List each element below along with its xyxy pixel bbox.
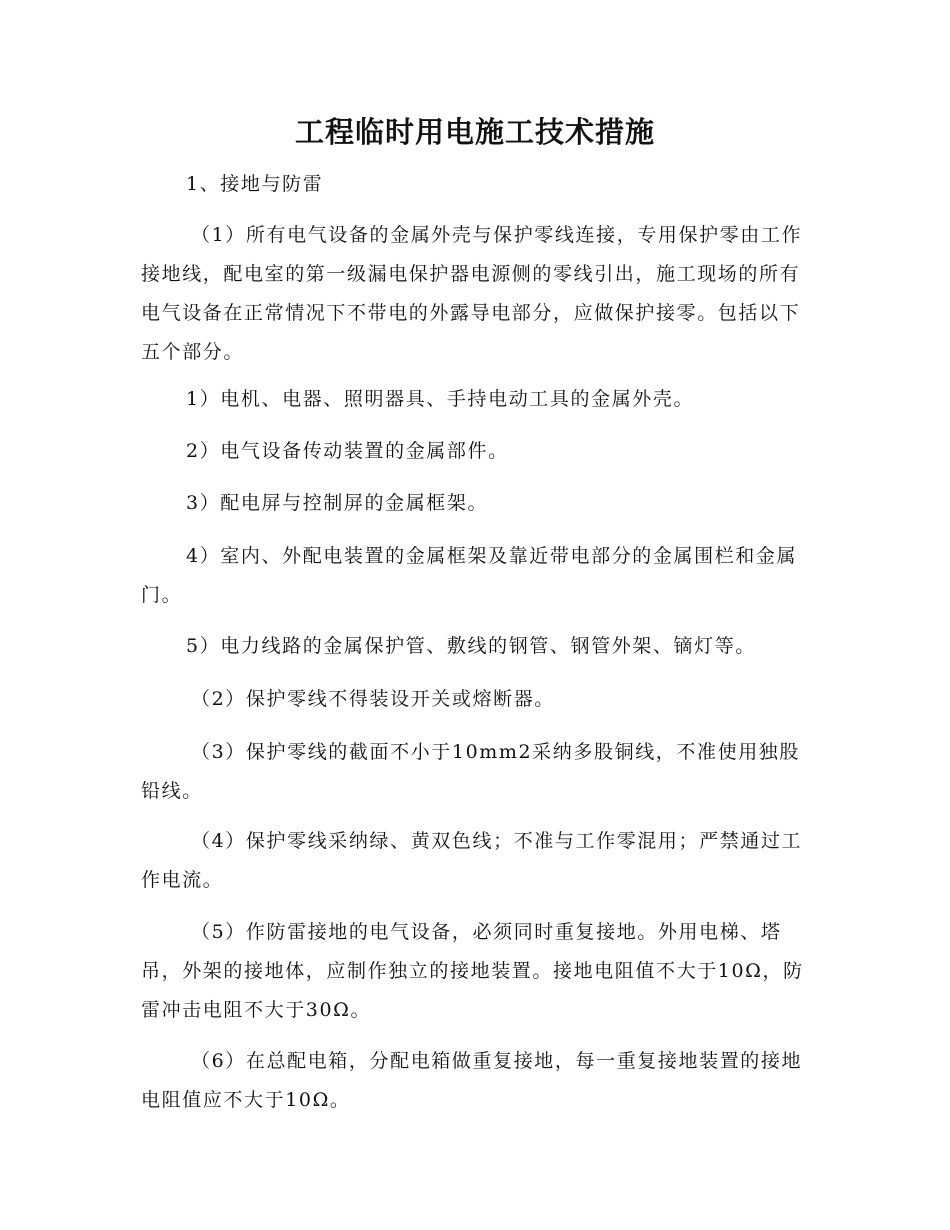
list-item: 2）电气设备传动装置的金属部件。 [186, 440, 509, 462]
paragraph: （5）作防雷接地的电气设备，必须同时重复接地。外用电梯、塔吊，外架的接地体，应制作独立的接地装置。接地电阻值不大于10Ω，防雷冲击电阻不大于30Ω。 [141, 921, 804, 1021]
list-item: 1）电机、电器、照明器具、手持电动工具的金属外壳。 [186, 388, 695, 410]
paragraph: （2）保护零线不得装设开关或熔断器。 [191, 688, 555, 710]
list-item: 3）配电屏与控制屏的金属框架。 [186, 492, 489, 514]
document-title: 工程临时用电施工技术措施 [294, 115, 655, 149]
list-item: 4）室内、外配电装置的金属框架及靠近带电部分的金属围栏和金属门。 [141, 545, 798, 606]
paragraph: （6）在总配电箱，分配电箱做重复接地，每一重复接地装置的接地电阻值应不大于10Ω。 [141, 1050, 803, 1111]
paragraph: （1）所有电气设备的金属外壳与保护零线连接，专用保护零由工作接地线，配电室的第一级漏电保护器电源侧的零线引出，施工现场的所有电气设备在正常情况下不带电的外露导电部分，应做保护接零。包括以下五个部分。 [141, 224, 803, 363]
section-heading: 1、接地与防雷 [186, 173, 324, 195]
paragraph: （4）保护零线采纳绿、黄双色线；不准与工作零混用；严禁通过工作电流。 [141, 830, 803, 891]
list-item: 5）电力线路的金属保护管、敷线的钢管、钢管外架、镝灯等。 [186, 635, 756, 657]
paragraph: （3）保护零线的截面不小于10mm2采纳多股铜线，不准使用独股铅线。 [141, 741, 800, 802]
